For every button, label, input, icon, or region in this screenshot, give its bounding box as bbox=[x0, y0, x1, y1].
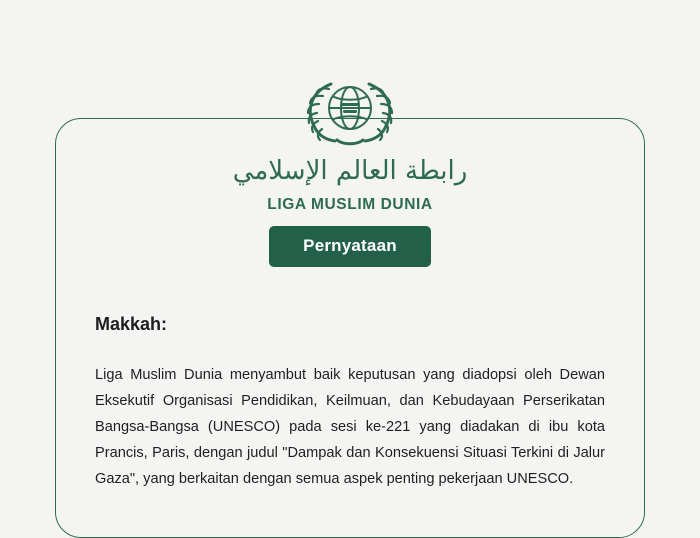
statement-badge-container bbox=[55, 226, 645, 267]
emblem-container bbox=[55, 70, 645, 153]
organization-latin-name: LIGA MUSLIM DUNIA bbox=[267, 196, 433, 213]
globe-wreath-emblem-icon bbox=[285, 70, 415, 148]
statement-badge: Pernyataan bbox=[269, 226, 431, 267]
organization-arabic-name: رابطة العالم الإسلامي bbox=[232, 156, 468, 186]
city-heading: Makkah: bbox=[95, 314, 168, 334]
statement-body-text: Liga Muslim Dunia menyambut baik keputusan yang diadopsi oleh Dewan Eksekutif Organisasi Pendidikan, Keilmuan, dan Kebudayaan Perserikatan Bangsa-Bangsa (UNESCO) pada sesi ke-221 yang diadakan di ibu kota Prancis, Paris, dengan judul "Dampak dan Konsekuensi Situasi Terkini di Jalur Gaza", yang berkaitan dengan semua aspek penting pekerjaan UNESCO. bbox=[95, 367, 605, 487]
document-content bbox=[55, 70, 645, 490]
